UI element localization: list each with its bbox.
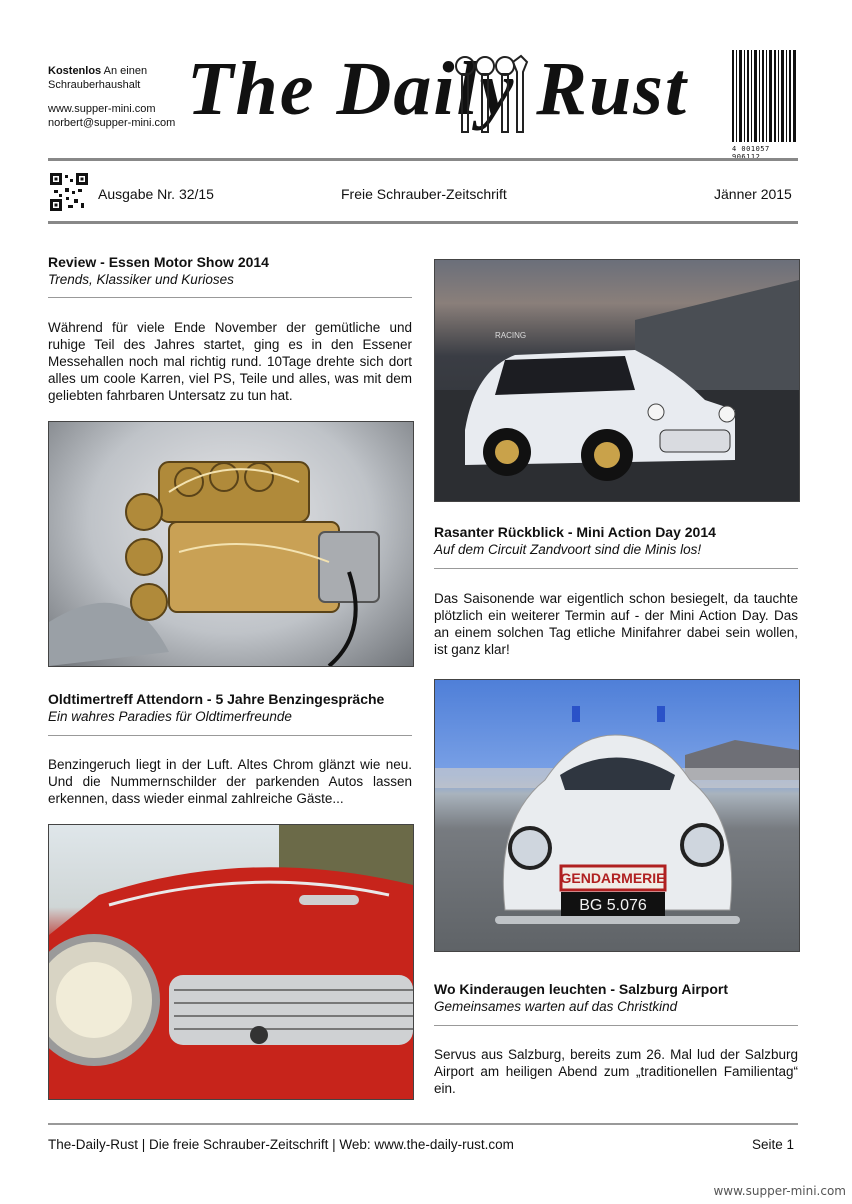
masthead-title: The Daily Rust	[187, 47, 688, 131]
article-attendorn[interactable]	[48, 691, 412, 724]
article-title[interactable]: Wo Kinderaugen leuchten - Salzburg Airport	[434, 981, 729, 997]
watermark: www.supper-mini.com	[713, 1184, 846, 1198]
barcode	[732, 50, 796, 161]
red-car-illustration	[49, 825, 413, 1099]
header-contact	[48, 102, 175, 130]
beetle-illustration	[435, 680, 799, 951]
red-car-photo	[48, 824, 414, 1100]
article-title[interactable]: Rasanter Rückblick - Mini Action Day 2014	[434, 524, 716, 540]
promo-bold: Kostenlos	[48, 65, 102, 77]
license-plate: BG 5.076	[579, 897, 647, 914]
gendarmerie-sign: GENDARMERIE	[560, 870, 666, 886]
article-body: Das Saisonende war eigentlich schon besiegelt, da tauchte plötzlich ein weiterer Termin auf - der Mini Action Day. Das an einem solchen Tag etliche Minifahrer dabei sein wollen, ist ganz klar!	[434, 591, 798, 657]
article-subtitle: Trends, Klassiker und Kurioses	[48, 272, 234, 287]
article-body: Servus aus Salzburg, bereits zum 26. Mal lud der Salzburg Airport am heiligen Abend zum „traditionellen Familientag“ ein.	[434, 1047, 798, 1096]
header-website-link[interactable]: www.supper-mini.com	[48, 103, 156, 115]
article-divider	[434, 568, 798, 569]
article-subtitle: Gemeinsames warten auf das Christkind	[434, 999, 678, 1014]
article-divider	[48, 735, 412, 736]
engine-photo	[48, 421, 414, 667]
article-subtitle: Auf dem Circuit Zandvoort sind die Minis los!	[434, 542, 702, 557]
article-body: Benzingeruch liegt in der Luft. Altes Chrom glänzt wie neu. Und die Nummernschilder der parkenden Autos lassen erkennen, dass wieder einmal zahlreiche Gäste...	[48, 757, 412, 806]
racing-sign: RACING	[495, 331, 527, 340]
article-essen[interactable]	[48, 254, 412, 287]
issue-date: Jänner 2015	[714, 186, 792, 202]
header-rule-bottom	[48, 221, 798, 224]
article-body: Während für viele Ende November der gemütliche und ruhige Teil des Jahres startet, ging es in den Essener Messehallen noch mal richtig rund. 10Tage drehte sich dort alles um coole Karren, viel PS, Teile und alles, was mit dem geliebten fahrbaren Untersatz zu tun hat.	[48, 320, 412, 403]
issue-number: Ausgabe Nr. 32/15	[98, 186, 214, 202]
qr-code-icon	[50, 173, 88, 211]
wrench-tools-icon	[453, 48, 533, 148]
promo-rest: An einen	[101, 65, 148, 77]
article-title[interactable]: Oldtimertreff Attendorn - 5 Jahre Benzingespräche	[48, 691, 385, 707]
footer-rule	[48, 1123, 798, 1125]
barcode-number: 4 001057 906112	[732, 145, 770, 161]
masthead	[185, 38, 690, 156]
qr-code	[50, 173, 88, 211]
mini-illustration	[435, 260, 799, 501]
article-salzburg[interactable]	[434, 981, 798, 1014]
promo-line2: Schrauberhaushalt	[48, 79, 141, 91]
issue-tagline: Freie Schrauber-Zeitschrift	[341, 186, 507, 202]
header-rule-top	[48, 158, 798, 161]
article-title[interactable]: Review - Essen Motor Show 2014	[48, 254, 269, 270]
article-mini-action-day[interactable]	[434, 524, 798, 557]
engine-illustration	[49, 422, 413, 666]
article-subtitle: Ein wahres Paradies für Oldtimerfreunde	[48, 709, 292, 724]
barcode-icon	[732, 50, 796, 142]
mini-photo	[434, 259, 800, 502]
article-divider	[48, 297, 412, 298]
header-email-link[interactable]: norbert@supper-mini.com	[48, 117, 176, 129]
footer-page-number: Seite 1	[752, 1137, 795, 1152]
beetle-photo	[434, 679, 800, 952]
article-divider	[434, 1025, 798, 1026]
header-promo	[48, 64, 147, 92]
footer-credits: The-Daily-Rust | Die freie Schrauber-Zeitschrift | Web: www.the-daily-rust.com	[48, 1137, 514, 1152]
